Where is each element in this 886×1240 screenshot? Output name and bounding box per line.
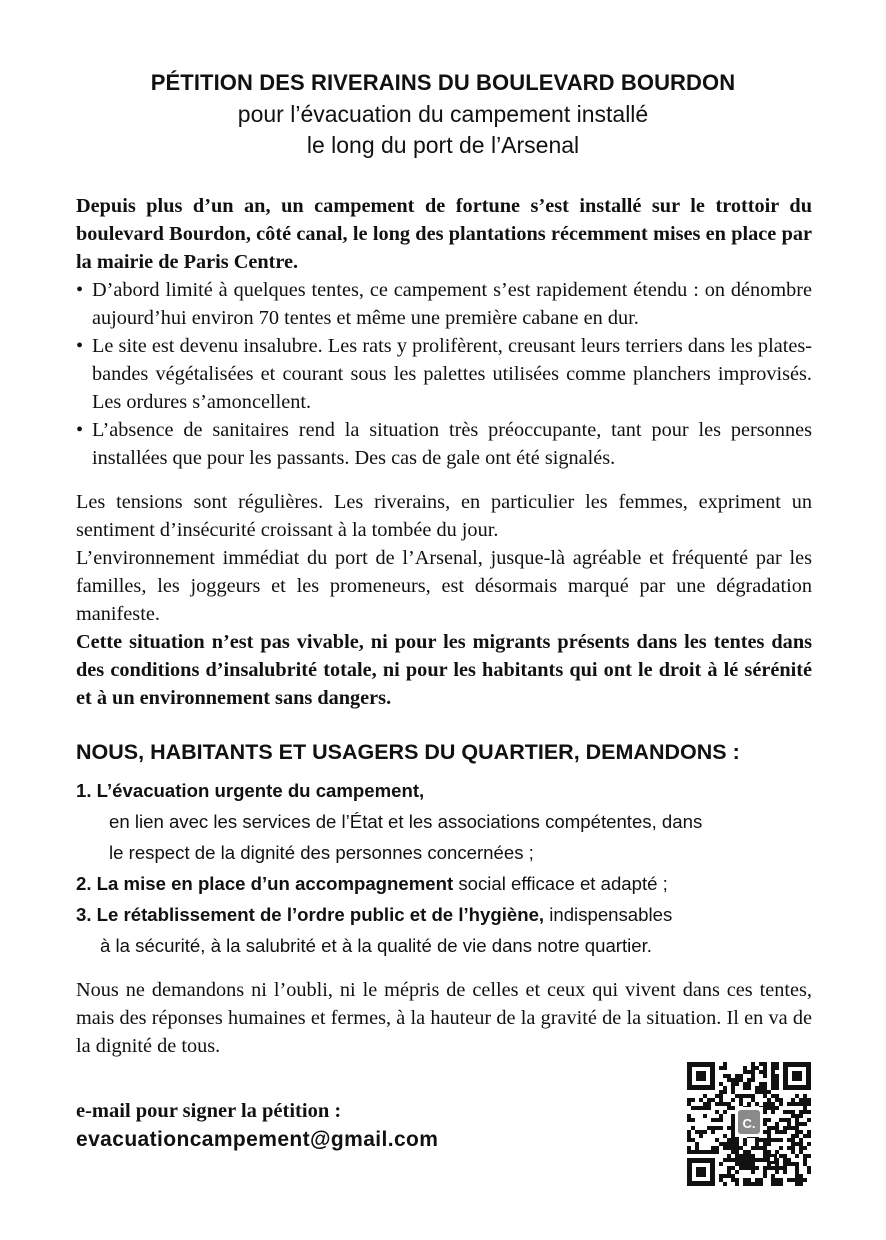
bullet-text: D’abord limité à quelques tentes, ce campement s’est rapidement étendu : on dénombre aujourd’hui environ 70 tentes et même une première cabane en dur. bbox=[92, 279, 812, 329]
demand-2-title: 2. La mise en place d’un accompagnement bbox=[76, 873, 454, 894]
tensions-paragraph: Les tensions sont régulières. Les riverains, en particulier les femmes, expriment un sentiment d’insécurité croissant à la tombée du jour. bbox=[76, 491, 812, 541]
bullet-list bbox=[76, 276, 812, 472]
closing-paragraph: Nous ne demandons ni l’oubli, ni le mépris de celles et ceux qui vivent dans ces tentes, mais des réponses humaines et fermes, à la hauteur de la gravité de la situation. Il en va de la dignité de tous. bbox=[76, 979, 812, 1057]
demand-3-title: 3. Le rétablissement de l’ordre public et de l’hygiène, bbox=[76, 904, 545, 925]
demand-3-detail: indispensables bbox=[544, 904, 673, 925]
demand-1-detail-line2: le respect de la dignité des personnes concernées ; bbox=[109, 842, 534, 863]
bullet-dot: • bbox=[76, 279, 84, 301]
petition-subtitle-line1: pour l’évacuation du campement installé bbox=[237, 101, 649, 127]
environment-paragraph: L’environnement immédiat du port de l’Arsenal, jusque-là agréable et fréquenté par les familles, les joggeurs et les promeneurs, est désormais marqué par une dégradation manifeste. bbox=[76, 547, 812, 625]
demand-3 bbox=[76, 899, 816, 930]
demand-2-detail: social efficace et adapté ; bbox=[453, 873, 668, 894]
situation-paragraph: Cette situation n’est pas vivable, ni pour les migrants présents dans les tentes dans des conditions d’insalubrité totale, ni pour les habitants qui ont le droit à lé sérénité et à un environnement sans dangers. bbox=[76, 631, 812, 709]
signature-label: e-mail pour signer la pétition : bbox=[76, 1100, 342, 1122]
bullet-item bbox=[76, 332, 812, 416]
bullet-item bbox=[76, 276, 812, 332]
qr-logo-text: C. bbox=[742, 1116, 756, 1131]
signature-email[interactable]: evacuationcampement@gmail.com bbox=[76, 1128, 439, 1151]
bullet-dot: • bbox=[76, 419, 84, 441]
bullet-dot: • bbox=[76, 335, 84, 357]
qr-code-icon[interactable] bbox=[687, 1062, 811, 1186]
petition-title: PÉTITION DES RIVERAINS DU BOULEVARD BOURDON bbox=[150, 70, 736, 95]
demand-2 bbox=[76, 868, 816, 899]
intro-paragraph: Depuis plus d’un an, un campement de fortune s’est installé sur le trottoir du boulevard Bourdon, côté canal, le long des plantations récemment mises en place par la mairie de Paris Centre. bbox=[76, 195, 812, 273]
demand-1-detail-line1: en lien avec les services de l’État et les associations compétentes, dans bbox=[109, 811, 703, 832]
bullet-text: Le site est devenu insalubre. Les rats y prolifèrent, creusant leurs terriers dans les plates-bandes végétalisées et courant sous les palettes utilisées comme planchers improvisés. Les ordures s’amoncellent. bbox=[92, 335, 812, 413]
bullet-text: L’absence de sanitaires rend la situation très préoccupante, tant pour les personnes installées que pour les passants. Des cas de gale ont été signalés. bbox=[92, 419, 812, 469]
demand-3-detail-line2: à la sécurité, à la salubrité et à la qualité de vie dans notre quartier. bbox=[100, 935, 652, 956]
bullet-item bbox=[76, 416, 812, 472]
demands-heading: NOUS, HABITANTS ET USAGERS DU QUARTIER, DEMANDONS : bbox=[76, 740, 740, 764]
demand-1-title: 1. L’évacuation urgente du campement, bbox=[76, 780, 425, 801]
petition-subtitle-line2: le long du port de l’Arsenal bbox=[306, 132, 580, 158]
